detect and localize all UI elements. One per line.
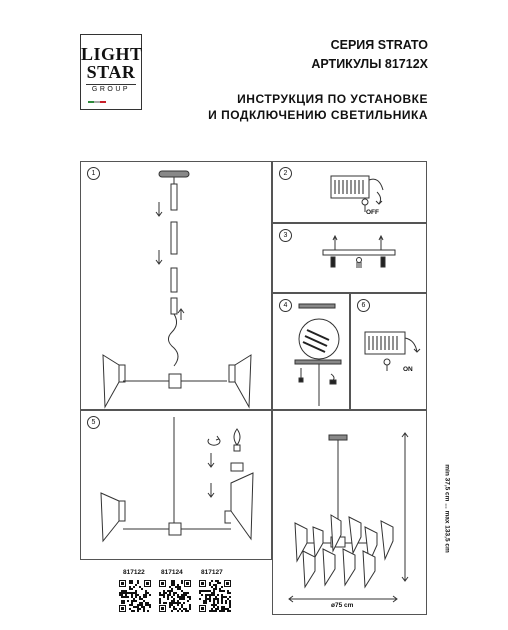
logo-line2: STAR	[86, 62, 136, 82]
qr-code-817122[interactable]	[119, 580, 151, 612]
step-badge-6: 6	[357, 299, 370, 312]
step-badge-2: 2	[279, 167, 292, 180]
on-label: ON	[403, 366, 413, 373]
logo-line3: GROUP	[86, 84, 136, 94]
diameter-dimension-label: ø75 cm	[331, 602, 354, 609]
terminal-off-illustration	[273, 162, 428, 224]
article-number-3: 817127	[201, 569, 223, 576]
article-number-2: 817124	[161, 569, 183, 576]
logo-line1: LIGHT	[81, 44, 143, 64]
chandelier-assembly-illustration	[81, 162, 273, 411]
series-title: СЕРИЯ STRATO	[330, 38, 428, 52]
step-4-panel	[272, 293, 350, 410]
mounting-bracket-illustration	[273, 224, 428, 294]
off-label: OFF	[366, 209, 379, 216]
step-1-panel	[80, 161, 272, 410]
italian-flag-icon	[88, 101, 106, 103]
instruction-title-line2: И ПОДКЛЮЧЕНИЮ СВЕТИЛЬНИКА	[208, 108, 428, 122]
step-3-panel	[272, 223, 427, 293]
height-dimension-label: min 37,5 cm ... max 133,5 cm	[443, 464, 451, 553]
step-5-panel	[80, 410, 272, 560]
qr-code-817127[interactable]	[199, 580, 231, 612]
step-6-panel	[350, 293, 427, 410]
step-badge-4: 4	[279, 299, 292, 312]
step-badge-3: 3	[279, 229, 292, 242]
step-badge-5: 5	[87, 416, 100, 429]
article-number-1: 817122	[123, 569, 145, 576]
step-badge-1: 1	[87, 167, 100, 180]
chandelier-dimensions-illustration	[273, 411, 428, 616]
qr-code-817124[interactable]	[159, 580, 191, 612]
dimensions-panel	[272, 410, 451, 615]
step-2-panel	[272, 161, 427, 223]
articles-title: АРТИКУЛЫ 81712X	[311, 57, 428, 71]
brand-logo	[80, 34, 142, 110]
instruction-title-line1: ИНСТРУКЦИЯ ПО УСТАНОВКЕ	[237, 92, 428, 106]
flag-red	[100, 101, 106, 103]
bulb-installation-illustration	[81, 411, 273, 561]
